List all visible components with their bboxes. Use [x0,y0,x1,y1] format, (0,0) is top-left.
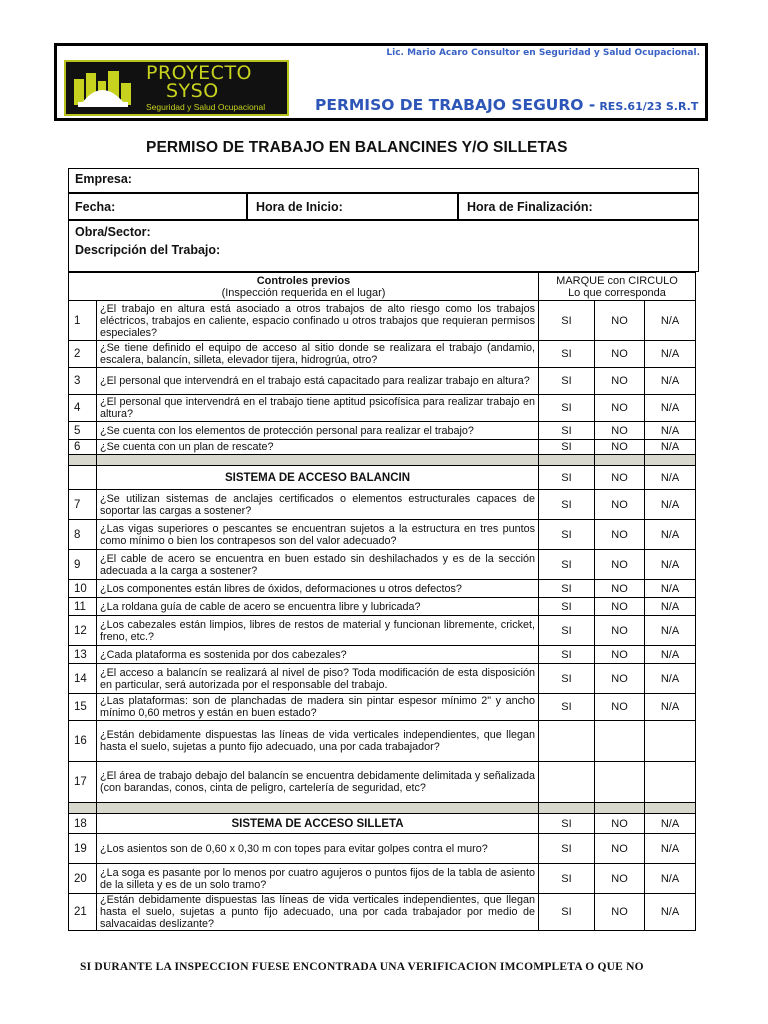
separator-cell [539,455,595,466]
option-no-choice[interactable]: NO [595,664,645,694]
row-number: 15 [69,694,97,721]
option-na-choice[interactable]: N/A [645,490,696,520]
obra-descripcion-field[interactable] [68,220,699,272]
option-na-choice[interactable]: N/A [645,834,696,864]
row-number: 10 [69,580,97,598]
option-no-choice[interactable]: NO [595,490,645,520]
option-si-choice[interactable]: SI [539,616,595,646]
checklist-row [69,440,696,455]
option-na-choice[interactable]: N/A [645,440,696,455]
row-number: 9 [69,550,97,580]
row-number: 2 [69,341,97,368]
descripcion-label: Descripción del Trabajo: [75,243,221,257]
option-no-choice[interactable]: NO [595,598,645,616]
empresa-label: Empresa: [75,172,132,186]
permit-title [315,96,698,114]
option-si-choice[interactable]: SI [539,368,595,395]
row-number: 6 [69,440,97,455]
row-question: ¿Se cuenta con un plan de rescate? [97,440,539,455]
option-si-choice[interactable]: SI [539,466,595,490]
consultor-text: Lic. Mario Acaro Consultor en Seguridad y Salud Ocupacional. [386,48,700,58]
row-question: ¿La soga es pasante por lo menos por cuatro agujeros o puntos fijos de la tabla de asiento de la silleta y es de un solo tramo? [97,864,539,894]
separator-cell [97,803,539,814]
option-na-choice[interactable]: N/A [645,395,696,422]
option-no-choice[interactable]: NO [595,834,645,864]
row-question: ¿Cada plataforma es sostenida por dos cabezales? [97,646,539,664]
row-number: 7 [69,490,97,520]
checklist-row [69,520,696,550]
row-question: ¿Los cabezales están limpios, libres de restos de material y funcionan libremente, cricket, freno, etc.? [97,616,539,646]
option-na-choice[interactable]: N/A [645,646,696,664]
row-number: 12 [69,616,97,646]
checklist-row [69,616,696,646]
row-question: ¿Se tiene definido el equipo de acceso al sitio donde se realizara el trabajo (andamio, escalera, balancín, silleta, elevador tijera, hidrogrúa, otro? [97,341,539,368]
empty-choice-cell[interactable] [595,721,645,762]
option-si-choice[interactable]: SI [539,490,595,520]
row-question: ¿Están debidamente dispuestas las líneas de vida verticales independientes, que llegan hasta el suelo, sujetas a punto fijo adecuado, una por cada trabajador? [97,721,539,762]
option-si-choice[interactable]: SI [539,395,595,422]
row-question: ¿Se utilizan sistemas de anclajes certificados o elementos estructurales capaces de soportar las cargas a sostener? [97,490,539,520]
shaded-separator [69,803,696,814]
option-na-choice[interactable]: N/A [645,301,696,341]
option-no-choice[interactable]: NO [595,466,645,490]
option-si-choice[interactable]: SI [539,834,595,864]
checklist-row [69,301,696,341]
option-si-choice[interactable]: SI [539,894,595,931]
checklist-row [69,894,696,931]
separator-cell [97,455,539,466]
separator-cell [595,455,645,466]
row-question: ¿Las plataformas: son de planchadas de madera sin pintar espesor mínimo 2" y ancho mínimo 0,60 metros y están en buen estado? [97,694,539,721]
row-question: ¿Están debidamente dispuestas las líneas de vida verticales independientes, que llegan hasta el suelo, sujetas a punto fijo adecuado, una por cada trabajador por medio de salvacaidas deslizante? [97,894,539,931]
option-na-choice[interactable]: N/A [645,894,696,931]
option-na-choice[interactable]: N/A [645,616,696,646]
hora-fin-label: Hora de Finalización: [467,200,593,214]
checklist-row [69,694,696,721]
row-question: ¿El trabajo en altura está asociado a otros trabajos de alto riesgo como los trabajos eléctricos, trabajos en caliente, espacio confinado u otros trabajos que requieran permisos especiales? [97,301,539,341]
row-number: 19 [69,834,97,864]
permit-title-text: PERMISO DE TRABAJO SEGURO - [315,96,596,114]
row-number: 4 [69,395,97,422]
section-title: SISTEMA DE ACCESO SILLETA [97,814,539,834]
option-no-choice[interactable]: NO [595,580,645,598]
checklist-row [69,664,696,694]
option-no-choice[interactable]: NO [595,301,645,341]
hora-inicio-field[interactable] [247,193,458,220]
row-number: 13 [69,646,97,664]
option-no-choice[interactable]: NO [595,814,645,834]
option-no-choice[interactable]: NO [595,864,645,894]
option-si-choice[interactable]: SI [539,550,595,580]
option-si-choice[interactable]: SI [539,440,595,455]
row-question: ¿Los componentes están libres de óxidos, deformaciones u otros defectos? [97,580,539,598]
logo-line2: SYSO [166,80,219,102]
checklist-row [69,550,696,580]
shaded-separator [69,455,696,466]
option-no-choice[interactable]: NO [595,694,645,721]
row-number: 1 [69,301,97,341]
row-number [69,466,97,490]
option-si-choice[interactable]: SI [539,520,595,550]
row-question: ¿El cable de acero se encuentra en buen estado sin deshilachados y es de la sección adecuada a la carga a sostener? [97,550,539,580]
empty-choice-cell[interactable] [595,762,645,803]
row-question: ¿El personal que intervendrá en el trabajo está capacitado para realizar trabajo en altura? [97,368,539,395]
row-question: ¿El acceso a balancín se realizará al nivel de piso? Toda modificación de esta disposición en particular, será autorizada por el responsable del trabajo. [97,664,539,694]
controles-header [69,273,539,301]
option-si-choice[interactable]: SI [539,341,595,368]
section-silleta-row [69,814,696,834]
separator-cell [645,455,696,466]
option-si-choice[interactable]: SI [539,580,595,598]
option-no-choice[interactable]: NO [595,646,645,664]
empresa-field[interactable] [68,168,699,193]
row-question: ¿El área de trabajo debajo del balancín se encuentra debidamente delimitada y señalizada (con barandas, conos, cinta de peligro, cartelería de seguridad, etc? [97,762,539,803]
checklist-row [69,646,696,664]
option-na-choice[interactable]: N/A [645,520,696,550]
checklist-row [69,341,696,368]
empty-choice-cell[interactable] [539,762,595,803]
option-si-choice[interactable]: SI [539,814,595,834]
option-no-choice[interactable]: NO [595,894,645,931]
permit-resolution: RES.61/23 S.R.T [599,100,699,113]
separator-cell [69,803,97,814]
option-na-choice[interactable]: N/A [645,368,696,395]
row-number: 18 [69,814,97,834]
row-number: 3 [69,368,97,395]
option-na-choice[interactable]: N/A [645,466,696,490]
controles-header-title: Controles previos [256,274,351,287]
marque-header [539,273,696,301]
row-number: 11 [69,598,97,616]
checklist-body [69,301,696,931]
checklist-row [69,422,696,440]
option-na-choice[interactable]: N/A [645,814,696,834]
row-question: ¿La roldana guía de cable de acero se encuentra libre y lubricada? [97,598,539,616]
row-number: 14 [69,664,97,694]
option-no-choice[interactable]: NO [595,616,645,646]
option-no-choice[interactable]: NO [595,395,645,422]
option-na-choice[interactable]: N/A [645,341,696,368]
option-no-choice[interactable]: NO [595,368,645,395]
section-balancin-row [69,466,696,490]
option-si-choice[interactable]: SI [539,301,595,341]
option-no-choice[interactable]: NO [595,341,645,368]
option-si-choice[interactable]: SI [539,864,595,894]
option-si-choice[interactable]: SI [539,422,595,440]
checklist-row [69,864,696,894]
option-no-choice[interactable]: NO [595,520,645,550]
option-si-choice[interactable]: SI [539,646,595,664]
separator-cell [69,455,97,466]
separator-cell [645,803,696,814]
row-number: 8 [69,520,97,550]
row-number: 20 [69,864,97,894]
option-na-choice[interactable]: N/A [645,580,696,598]
row-number: 5 [69,422,97,440]
empty-choice-cell[interactable] [645,762,696,803]
hora-inicio-label: Hora de Inicio: [256,200,343,214]
option-na-choice[interactable]: N/A [645,598,696,616]
hora-fin-field[interactable] [458,193,699,220]
option-no-choice[interactable]: NO [595,422,645,440]
row-question: ¿Las vigas superiores o pescantes se encuentran sujetos a la estructura en tres puntos como mínimo o bien los contrapesos son del valor adecuado? [97,520,539,550]
marque-header-line2: Lo que corresponda [568,286,666,299]
option-si-choice[interactable]: SI [539,694,595,721]
controles-header-subtitle: (Inspección requerida en el lugar) [221,286,386,299]
option-na-choice[interactable]: N/A [645,664,696,694]
footer-note: SI DURANTE LA INSPECCION FUESE ENCONTRADA UNA VERIFICACION IMCOMPLETA O QUE NO [80,961,644,973]
option-na-choice[interactable]: N/A [645,422,696,440]
row-number: 21 [69,894,97,931]
empty-choice-cell[interactable] [645,721,696,762]
checklist-row [69,598,696,616]
section-title: SISTEMA DE ACCESO BALANCIN [97,466,539,490]
checklist-row [69,762,696,803]
logo-tagline: Seguridad y Salud Ocupacional [146,102,266,112]
fecha-field[interactable] [68,193,247,220]
option-no-choice[interactable]: NO [595,440,645,455]
option-si-choice[interactable]: SI [539,598,595,616]
option-na-choice[interactable]: N/A [645,694,696,721]
option-no-choice[interactable]: NO [595,550,645,580]
marque-header-line1: MARQUE con CIRCULO [556,274,678,287]
checklist-row [69,834,696,864]
option-si-choice[interactable]: SI [539,664,595,694]
row-question: ¿Los asientos son de 0,60 x 0,30 m con topes para evitar golpes contra el muro? [97,834,539,864]
logo-line1: PROYECTO [146,62,253,84]
separator-cell [539,803,595,814]
empty-choice-cell[interactable] [539,721,595,762]
checklist-row [69,368,696,395]
checklist-row [69,490,696,520]
checklist-row [69,395,696,422]
option-na-choice[interactable]: N/A [645,550,696,580]
document-header [54,43,708,121]
row-question: ¿Se cuenta con los elementos de protección personal para realizar el trabajo? [97,422,539,440]
checklist-row [69,580,696,598]
proyecto-syso-logo [64,60,289,116]
page-title: PERMISO DE TRABAJO EN BALANCINES Y/O SILLETAS [146,139,568,156]
buildings-hardhat-icon [72,69,136,109]
row-number: 16 [69,721,97,762]
checklist-row [69,721,696,762]
row-question: ¿El personal que intervendrá en el trabajo tiene aptitud psicofísica para realizar trabajo en altura? [97,395,539,422]
obra-label: Obra/Sector: [75,225,151,239]
fecha-label: Fecha: [75,200,116,214]
row-number: 17 [69,762,97,803]
option-na-choice[interactable]: N/A [645,864,696,894]
checklist-table [68,272,696,931]
separator-cell [595,803,645,814]
